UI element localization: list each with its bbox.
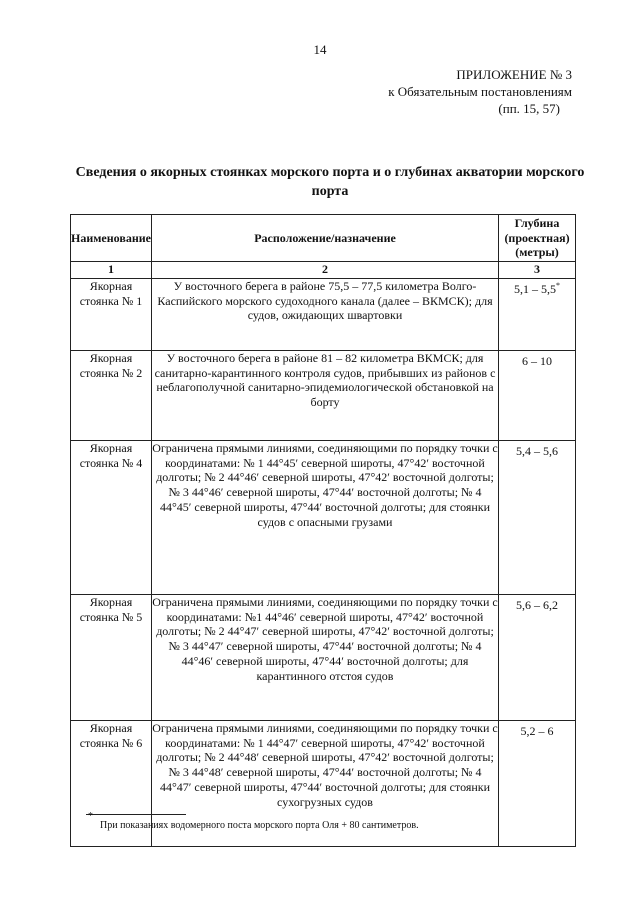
table-row (71, 351, 576, 441)
anchorage-location: Ограничена прямыми линиями, соединяющими по порядку точки с координатами: №1 44°46′ северной широты, 47°42′ восточной долготы; № 2 44°47′ северной широты, 47°42′ восточной долготы; № 3 44°47′ северной широты, 47°44′ восточной долготы; № 4 44°46′ северной широты, 47°44′ восточной долготы; для карантинного отстоя судов (152, 595, 499, 721)
header-depth: Глубина (проектная) (метры) (499, 215, 576, 262)
anchorage-location: Ограничена прямыми линиями, соединяющими по порядку точки с координатами: № 1 44°47′ северной широты, 47°42′ восточной долготы; № 2 44°48′ северной широты, 47°42′ восточной долготы; № 3 44°48′ северной широты, 47°44′ восточной долготы; № 4 44°47′ северной широты, 47°44′ восточной долготы; для стоянки сухогрузных судов (152, 721, 499, 847)
anchorage-location: У восточного берега в районе 75,5 – 77,5 километра Волго-Каспийского морского судоходного канала (далее – ВКМСК); для судов, ожидающих швартовки (152, 279, 499, 351)
anchorage-depth-cell (499, 279, 576, 351)
depth-footnote-mark: * (556, 281, 560, 290)
table-row (71, 441, 576, 595)
anchorage-depth-cell (499, 351, 576, 441)
anchorage-name: Якорная стоянка № 5 (71, 595, 152, 721)
column-number-2: 2 (152, 262, 499, 279)
appendix-block (388, 66, 572, 117)
header-name: Наименование (71, 215, 152, 262)
anchorage-depth-cell (499, 441, 576, 595)
anchorage-table (70, 214, 576, 847)
table-row (71, 595, 576, 721)
anchorage-location: Ограничена прямыми линиями, соединяющими по порядку точки с координатами: № 1 44°45′ северной широты, 47°42′ восточной долготы; № 2 44°46′ северной широты, 47°42′ восточной долготы; № 3 44°46′ северной широты, 47°44′ восточной долготы; № 4 44°45′ северной широты, 47°44′ восточной долготы; для стоянки судов с опасными грузами (152, 441, 499, 595)
anchorage-depth: 5,2 – 6 (520, 724, 554, 738)
footnote-mark: * (88, 811, 93, 822)
column-number-row (71, 262, 576, 279)
anchorage-location: У восточного берега в районе 81 – 82 километра ВКМСК; для санитарно-карантинного контроля судов, прибывших из районов с неблагополучной санитарно-эпидемиологической обстановкой на борту (152, 351, 499, 441)
anchorage-depth: 5,6 – 6,2 (516, 598, 558, 612)
appendix-title: ПРИЛОЖЕНИЕ № 3 (456, 67, 572, 82)
column-number-1: 1 (71, 262, 152, 279)
column-number-3: 3 (499, 262, 576, 279)
anchorage-name: Якорная стоянка № 1 (71, 279, 152, 351)
footnote-separator (86, 814, 186, 815)
anchorage-name: Якорная стоянка № 2 (71, 351, 152, 441)
page-number: 14 (313, 42, 327, 57)
anchorage-depth: 5,4 – 5,6 (516, 444, 558, 458)
appendix-clauses: (пп. 15, 57) (498, 101, 560, 116)
appendix-reference: к Обязательным постановлениям (388, 84, 572, 99)
footnote-text: При показаниях водомерного поста морского порта Оля + 80 сантиметров. (100, 820, 419, 831)
header-location: Расположение/назначение (152, 215, 499, 262)
anchorage-depth: 6 – 10 (522, 354, 552, 368)
anchorage-depth-cell (499, 595, 576, 721)
anchorage-depth-cell (499, 721, 576, 847)
anchorage-depth: 5,1 – 5,5 (514, 282, 556, 296)
document-title: Сведения о якорных стоянках морского порта и о глубинах акватории морского порта (75, 165, 585, 199)
table-row (71, 279, 576, 351)
anchorage-name: Якорная стоянка № 4 (71, 441, 152, 595)
table-header-row (71, 215, 576, 262)
anchorage-name: Якорная стоянка № 6 (71, 721, 152, 847)
